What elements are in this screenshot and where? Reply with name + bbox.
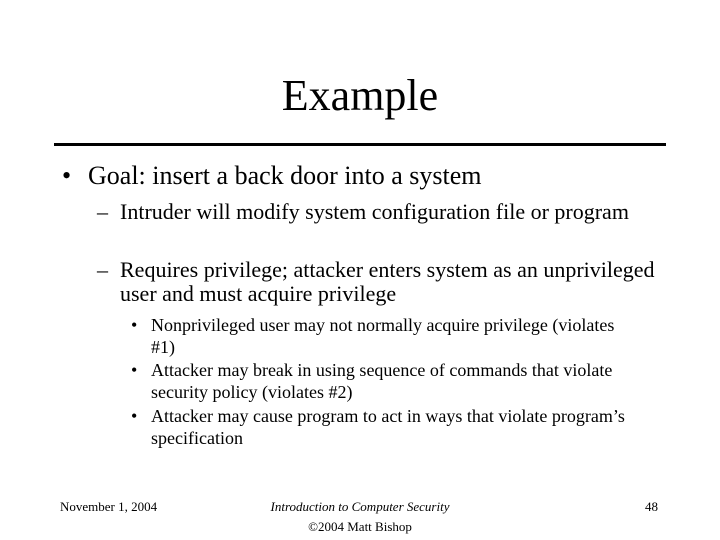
sub-sub-bullet-text: Attacker may break in using sequence of commands that violate security policy (violates #2): [151, 360, 613, 402]
sub-sub-bullet-text: Attacker may cause program to act in ways that violate program’s specification: [151, 406, 625, 448]
sub-sub-bullet-text: Nonprivileged user may not normally acquire privilege (violates #1): [151, 315, 615, 357]
sub-bullet-marker: –: [97, 257, 108, 282]
bullet-marker: •: [62, 161, 72, 190]
sub-bullet-text: Intruder will modify system configuration file or program: [120, 199, 629, 224]
bullet-text: Goal: insert a back door into a system: [88, 161, 482, 190]
footer-copyright: ©2004 Matt Bishop: [308, 519, 412, 534]
sub-sub-bullet-break-in: [131, 359, 631, 403]
footer-page-number: 48: [645, 499, 658, 514]
title-divider: [54, 143, 666, 146]
sub-bullet-text: Requires privilege; attacker enters system as an unprivileged user and must acquire privilege: [120, 257, 655, 306]
slide-title: Example: [281, 71, 439, 120]
sub-sub-bullet-nonprivileged: [131, 314, 631, 358]
sub-sub-bullet-marker: •: [131, 315, 138, 335]
sub-bullet-marker: –: [97, 199, 108, 224]
sub-sub-bullet-program: [131, 405, 631, 449]
sub-bullet-privilege: [97, 258, 657, 306]
footer-center: [230, 497, 490, 537]
sub-bullet-intruder: [97, 200, 657, 224]
sub-sub-bullet-marker: •: [131, 360, 138, 380]
footer-course-title: Introduction to Computer Security: [270, 499, 450, 514]
sub-sub-bullet-marker: •: [131, 406, 138, 426]
footer-date: November 1, 2004: [60, 499, 158, 514]
